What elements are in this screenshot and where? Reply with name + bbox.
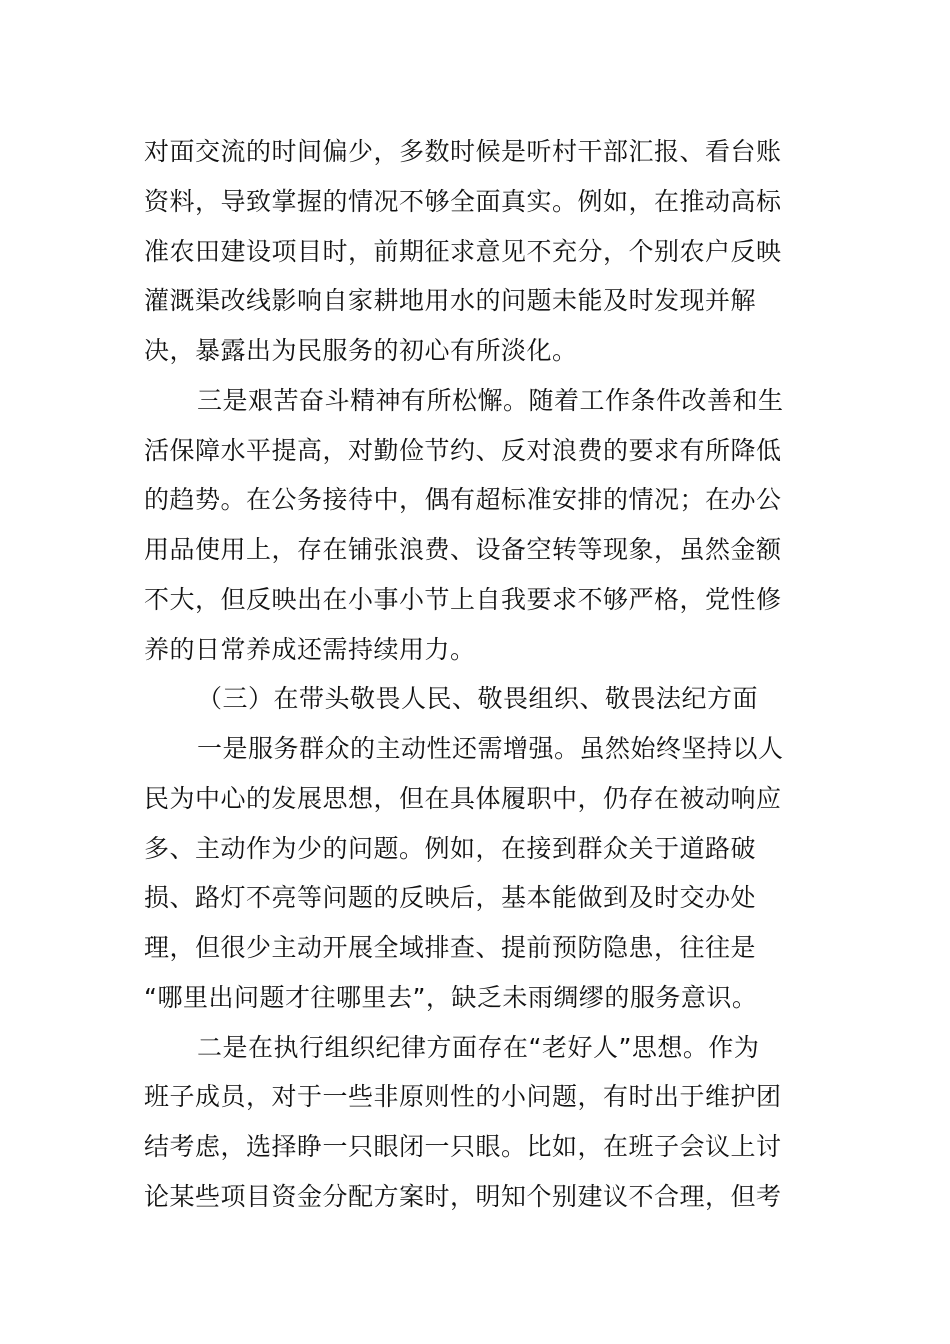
text-line: 资料，导致掌握的情况不够全面真实。例如，在推动高标 (144, 186, 782, 216)
text-line: 论某些项目资金分配方案时，明知个别建议不合理，但考 (144, 1181, 782, 1211)
text-line: 三是艰苦奋斗精神有所松懈。随着工作条件改善和生 (197, 385, 784, 415)
text-line: 灌溉渠改线影响自家耕地用水的问题未能及时发现并解 (144, 286, 757, 316)
text-line: 一是服务群众的主动性还需增强。虽然始终坚持以人 (197, 734, 784, 763)
document-page (144, 127, 808, 1222)
text-line: 不大，但反映出在小事小节上自我要求不够严格，党性修 (144, 584, 782, 614)
text-line: 活保障水平提高，对勤俭节约、反对浪费的要求有所降低 (144, 435, 782, 465)
text-line: 养的日常养成还需持续用力。 (144, 634, 476, 664)
text-line: 对面交流的时间偏少，多数时候是听村干部汇报、看台账 (144, 137, 782, 166)
paragraph-serving-masses (144, 724, 808, 1023)
text-line: “哪里出问题才往哪里去”，缺乏未雨绸缪的服务意识。 (144, 982, 758, 1012)
text-line: 结考虑，选择睁一只眼闭一只眼。比如，在班子会议上讨 (144, 1132, 782, 1161)
text-line: 准农田建设项目时，前期征求意见不充分，个别农户反映 (144, 236, 782, 266)
text-line: 用品使用上，存在铺张浪费、设备空转等现象，虽然金额 (144, 535, 782, 564)
text-line: 理，但很少主动开展全域排查、提前预防隐患，往往是 (144, 933, 757, 962)
text-line: 多、主动作为少的问题。例如，在接到群众关于道路破 (144, 833, 757, 863)
text-line: 决，暴露出为民服务的初心有所淡化。 (144, 336, 578, 365)
paragraph-continuation (144, 127, 808, 376)
paragraph-hard-work-spirit (144, 376, 808, 675)
text-line: 的趋势。在公务接待中，偶有超标准安排的情况；在办公 (144, 485, 782, 515)
text-line: 班子成员，对于一些非原则性的小问题，有时出于维护团 (144, 1082, 782, 1112)
text-line: 损、路灯不亮等问题的反映后，基本能做到及时交办处 (144, 883, 757, 913)
text-line: 二是在执行组织纪律方面存在“老好人”思想。作为 (197, 1032, 760, 1062)
section-heading (144, 674, 808, 724)
text-line: 民为中心的发展思想，但在具体履职中，仍存在被动响应 (144, 783, 782, 813)
heading-text: （三）在带头敬畏人民、敬畏组织、敬畏法纪方面 (197, 684, 759, 714)
paragraph-organizational-discipline (144, 1023, 808, 1222)
